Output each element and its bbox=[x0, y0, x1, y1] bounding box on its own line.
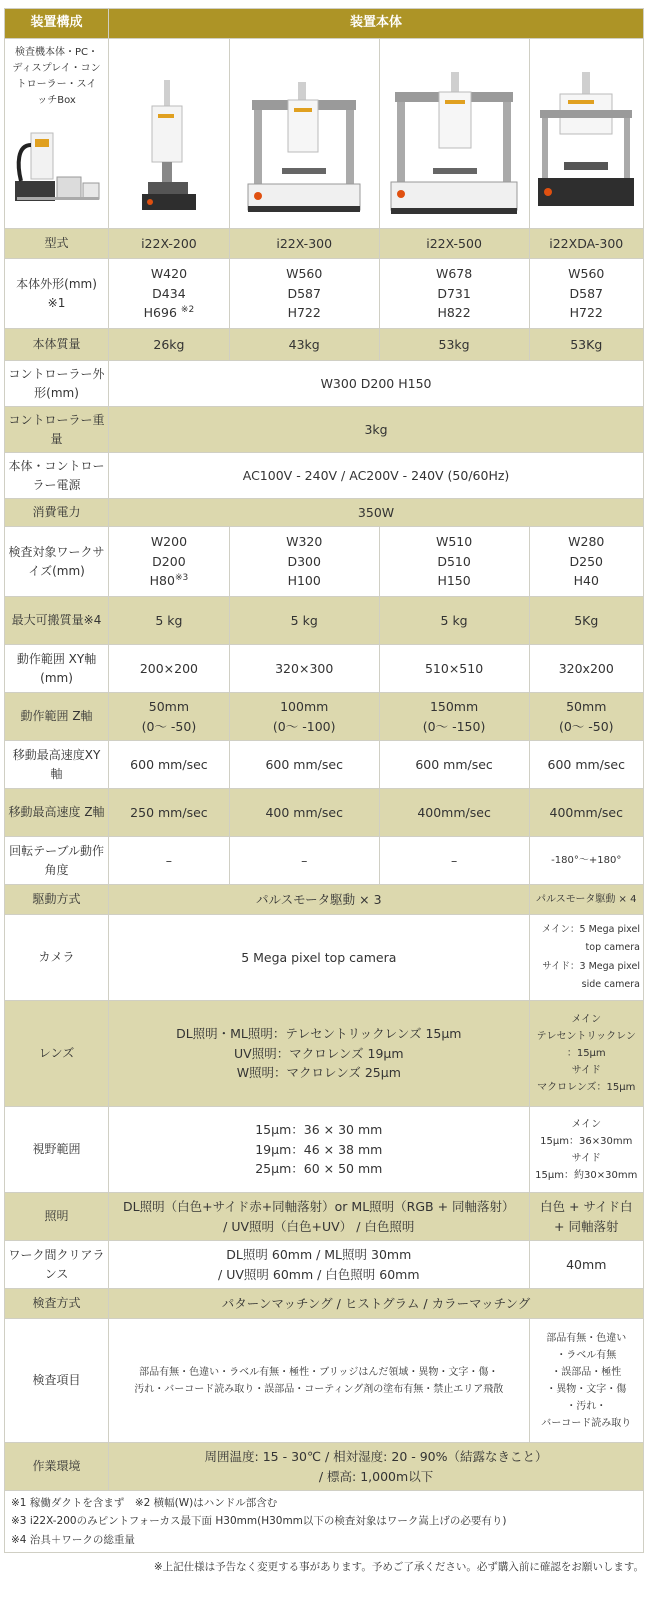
fov-line: 25μm：60 × 50 mm bbox=[255, 1161, 383, 1177]
fov-da-line: 15μm：約30×30mm bbox=[535, 1169, 638, 1181]
camera-value: 5 Mega pixel top camera bbox=[109, 915, 529, 1001]
label-environment: 作業環境 bbox=[5, 1443, 109, 1491]
label-outer bbox=[5, 259, 109, 329]
light-da-line: 白色 + サイド白 bbox=[539, 1199, 633, 1215]
ctrl-outer-value: W300 D200 H150 bbox=[109, 361, 644, 407]
speed-xy-value: 600 mm/sec bbox=[529, 741, 644, 789]
ctrl-weight-value: 3kg bbox=[109, 407, 644, 453]
items-value bbox=[109, 1319, 529, 1443]
outer-w: W560 bbox=[286, 266, 323, 282]
camera-side-type: side camera bbox=[581, 978, 640, 990]
z-range: 100mm bbox=[280, 699, 329, 715]
row-drive bbox=[5, 885, 644, 915]
label-drive: 駆動方式 bbox=[5, 885, 109, 915]
work-d: D250 bbox=[569, 553, 603, 569]
rotation-value: – bbox=[379, 837, 529, 885]
z-span: (0～ -50) bbox=[141, 718, 197, 734]
fov-da-line: サイド bbox=[571, 1152, 601, 1164]
lens-line: DL照明・ML照明：テレセントリックレンズ 15μm bbox=[176, 1026, 462, 1042]
power-value: AC100V - 240V / AC200V - 240V (50/60Hz) bbox=[109, 453, 644, 499]
camera-value-da bbox=[529, 915, 644, 1001]
row-xy bbox=[5, 645, 644, 693]
items-da-line: バーコード読み取り bbox=[541, 1417, 632, 1429]
items-da-line: 部品有無・色違い bbox=[546, 1332, 627, 1344]
fov-value-da bbox=[529, 1107, 644, 1193]
row-speed-z bbox=[5, 789, 644, 837]
machine-i22x-200-image bbox=[134, 76, 204, 216]
machine-photo-200 bbox=[109, 39, 230, 229]
row-light bbox=[5, 1193, 644, 1241]
work-h: H100 bbox=[287, 573, 321, 589]
row-method bbox=[5, 1289, 644, 1319]
label-speed-xy: 移動最高速度XY軸 bbox=[5, 741, 109, 789]
camera-main: メイン：5 Mega pixel bbox=[541, 924, 640, 936]
config-photo-cell bbox=[5, 39, 109, 229]
machine-photo-da300 bbox=[529, 39, 644, 229]
speed-z-value: 400mm/sec bbox=[529, 789, 644, 837]
work-d: D510 bbox=[437, 553, 471, 569]
machine-i22x-500-image bbox=[389, 70, 519, 216]
xy-value: 200×200 bbox=[109, 645, 230, 693]
machine-i22x-300-image bbox=[244, 76, 364, 216]
fov-da-line: メイン bbox=[571, 1118, 602, 1130]
load-value: 5Kg bbox=[529, 597, 644, 645]
row-outer bbox=[5, 259, 644, 329]
work-cell bbox=[529, 527, 644, 597]
machine-i22xda-300-image bbox=[536, 70, 636, 216]
outer-h: H822 bbox=[437, 305, 471, 321]
model-name: i22X-200 bbox=[109, 229, 230, 259]
label-rotation: 回転テーブル動作角度 bbox=[5, 837, 109, 885]
footnotes bbox=[4, 1491, 644, 1553]
light-da-line: + 同軸落射 bbox=[554, 1218, 619, 1234]
z-cell bbox=[379, 693, 529, 741]
clearance-value bbox=[109, 1241, 529, 1289]
light-line: DL照明（白色+サイド赤+同軸落射）or ML照明（RGB + 同軸落射） bbox=[123, 1199, 515, 1215]
method-value: パターンマッチング / ヒストグラム / カラーマッチング bbox=[109, 1289, 644, 1319]
outer-cell bbox=[229, 259, 379, 329]
light-value bbox=[109, 1193, 529, 1241]
label-lens: レンズ bbox=[5, 1001, 109, 1107]
photo-row bbox=[5, 39, 644, 229]
items-da-line: ・ラベル有無 bbox=[556, 1349, 617, 1361]
lens-line: W照明：マクロレンズ 25μm bbox=[236, 1065, 401, 1081]
speed-z-value: 250 mm/sec bbox=[109, 789, 230, 837]
fov-line: 19μm：46 × 38 mm bbox=[255, 1141, 383, 1157]
footnote: ※3 i22X-200のみピントフォーカス最下面 H30mm(H30mm以下の検査対象はワーク嵩上げの必要有り) bbox=[11, 1515, 507, 1528]
label-xy: 動作範囲 XY軸(mm) bbox=[5, 645, 109, 693]
items-da-line: ・誤部品・極性 bbox=[551, 1366, 622, 1378]
outer-h: H696 bbox=[143, 305, 177, 321]
work-h: H150 bbox=[437, 573, 471, 589]
row-ctrl-outer bbox=[5, 361, 644, 407]
fov-da-line: 15μm：36×30mm bbox=[540, 1135, 633, 1147]
work-d: D200 bbox=[152, 553, 186, 569]
outer-cell bbox=[529, 259, 644, 329]
outer-w: W420 bbox=[150, 266, 188, 282]
config-set-image bbox=[11, 115, 103, 205]
environment-value bbox=[109, 1443, 644, 1491]
spec-table bbox=[4, 8, 644, 1491]
row-environment bbox=[5, 1443, 644, 1491]
rotation-value: -180°～+180° bbox=[529, 837, 644, 885]
mass-value: 26kg bbox=[109, 329, 230, 361]
light-value-da bbox=[529, 1193, 644, 1241]
row-rotation bbox=[5, 837, 644, 885]
label-z: 動作範囲 Z軸 bbox=[5, 693, 109, 741]
row-mass bbox=[5, 329, 644, 361]
outer-d: D587 bbox=[287, 285, 321, 301]
load-value: 5 kg bbox=[379, 597, 529, 645]
items-value-da bbox=[529, 1319, 644, 1443]
label-clearance: ワーク間クリアランス bbox=[5, 1241, 109, 1289]
work-h: H80 bbox=[149, 573, 175, 589]
work-cell bbox=[109, 527, 230, 597]
outer-d: D731 bbox=[437, 285, 471, 301]
row-lens bbox=[5, 1001, 644, 1107]
model-name: i22XDA-300 bbox=[529, 229, 644, 259]
header-config: 装置構成 bbox=[5, 9, 109, 39]
speed-xy-value: 600 mm/sec bbox=[109, 741, 230, 789]
z-cell bbox=[229, 693, 379, 741]
items-da-line: ・異物・文字・傷 bbox=[546, 1383, 627, 1395]
z-cell bbox=[529, 693, 644, 741]
row-camera bbox=[5, 915, 644, 1001]
row-clearance bbox=[5, 1241, 644, 1289]
lens-line: UV照明：マクロレンズ 19μm bbox=[234, 1045, 404, 1061]
lens-da-line: サイド bbox=[571, 1065, 601, 1076]
work-w: W320 bbox=[286, 534, 323, 550]
environment-line: 周囲温度: 15 - 30℃ / 相対湿度: 20 - 90%（結露なきこと） bbox=[204, 1449, 548, 1465]
label-items: 検査項目 bbox=[5, 1319, 109, 1443]
label-method: 検査方式 bbox=[5, 1289, 109, 1319]
z-range: 50mm bbox=[148, 699, 190, 715]
work-note: ※3 bbox=[174, 573, 189, 584]
camera-side: サイド：3 Mega pixel bbox=[542, 960, 640, 972]
xy-value: 320×300 bbox=[229, 645, 379, 693]
label-model: 型式 bbox=[5, 229, 109, 259]
work-cell bbox=[229, 527, 379, 597]
fov-value bbox=[109, 1107, 529, 1193]
machine-photo-500 bbox=[379, 39, 529, 229]
row-fov bbox=[5, 1107, 644, 1193]
lens-da-line: メイン bbox=[571, 1014, 602, 1025]
row-z bbox=[5, 693, 644, 741]
outer-d: D587 bbox=[569, 285, 603, 301]
footnote: ※4 治具＋ワークの総重量 bbox=[11, 1533, 135, 1546]
label-power: 本体・コントローラー電源 bbox=[5, 453, 109, 499]
row-ctrl-weight bbox=[5, 407, 644, 453]
load-value: 5 kg bbox=[229, 597, 379, 645]
z-span: (0～ -50) bbox=[558, 718, 614, 734]
lens-value-da bbox=[529, 1001, 644, 1107]
work-cell bbox=[379, 527, 529, 597]
label-mass: 本体質量 bbox=[5, 329, 109, 361]
label-ctrl-weight: コントローラー重量 bbox=[5, 407, 109, 453]
machine-photo-300 bbox=[229, 39, 379, 229]
row-model bbox=[5, 229, 644, 259]
outer-h: H722 bbox=[287, 305, 321, 321]
items-da-line: ・汚れ・ bbox=[566, 1400, 607, 1412]
label-outer-text: 本体外形(mm) bbox=[16, 276, 97, 291]
consumption-value: 350W bbox=[109, 499, 644, 527]
clearance-value-da: 40mm bbox=[529, 1241, 644, 1289]
work-d: D300 bbox=[287, 553, 321, 569]
load-value: 5 kg bbox=[109, 597, 230, 645]
row-consumption bbox=[5, 499, 644, 527]
header-row bbox=[5, 9, 644, 39]
speed-xy-value: 600 mm/sec bbox=[229, 741, 379, 789]
lens-value bbox=[109, 1001, 529, 1107]
config-description: 検査機本体・PC・ディスプレイ・コントローラー・スイッチBox bbox=[12, 47, 101, 106]
label-outer-note: ※1 bbox=[47, 295, 66, 310]
work-w: W510 bbox=[435, 534, 473, 550]
drive-value-da: パルスモータ駆動 × 4 bbox=[529, 885, 644, 915]
outer-w: W678 bbox=[435, 266, 473, 282]
label-work: 検査対象ワークサイズ(mm) bbox=[5, 527, 109, 597]
outer-note: ※2 bbox=[180, 305, 195, 316]
lens-da-line: マクロレンズ：15μm bbox=[537, 1082, 636, 1093]
label-fov: 視野範囲 bbox=[5, 1107, 109, 1193]
mass-value: 53kg bbox=[379, 329, 529, 361]
z-span: (0～ -100) bbox=[272, 718, 336, 734]
xy-value: 320x200 bbox=[529, 645, 644, 693]
xy-value: 510×510 bbox=[379, 645, 529, 693]
environment-line: / 標高: 1,000m以下 bbox=[318, 1468, 434, 1484]
lens-da-line: テレセントリックレン bbox=[536, 1031, 636, 1042]
label-speed-z: 移動最高速度 Z軸 bbox=[5, 789, 109, 837]
row-work bbox=[5, 527, 644, 597]
light-line: / UV照明（白色+UV） / 白色照明 bbox=[223, 1218, 415, 1234]
model-name: i22X-300 bbox=[229, 229, 379, 259]
fov-line: 15μm：36 × 30 mm bbox=[255, 1122, 383, 1138]
rotation-value: – bbox=[229, 837, 379, 885]
outer-cell bbox=[379, 259, 529, 329]
speed-z-value: 400mm/sec bbox=[379, 789, 529, 837]
label-load: 最大可搬質量※4 bbox=[5, 597, 109, 645]
outer-w: W560 bbox=[568, 266, 605, 282]
label-light: 照明 bbox=[5, 1193, 109, 1241]
z-range: 50mm bbox=[566, 699, 607, 715]
label-camera: カメラ bbox=[5, 915, 109, 1001]
row-items bbox=[5, 1319, 644, 1443]
disclaimer: ※上記仕様は予告なく変更する事があります。予めご了承ください。必ず購入前に確認をお願いします。 bbox=[153, 1561, 644, 1574]
label-consumption: 消費電力 bbox=[5, 499, 109, 527]
z-cell bbox=[109, 693, 230, 741]
header-body: 装置本体 bbox=[109, 9, 644, 39]
work-h: H40 bbox=[573, 573, 599, 589]
clearance-line: DL照明 60mm / ML照明 30mm bbox=[226, 1247, 412, 1263]
clearance-line: / UV照明 60mm / 白色照明 60mm bbox=[218, 1266, 420, 1282]
camera-main-type: top camera bbox=[585, 942, 640, 954]
items-line: 汚れ・バーコード読み取り・誤部品・コーティング剤の塗布有無・禁止エリア飛散 bbox=[134, 1383, 504, 1395]
mass-value: 43kg bbox=[229, 329, 379, 361]
label-ctrl-outer: コントローラー外形(mm) bbox=[5, 361, 109, 407]
row-speed-xy bbox=[5, 741, 644, 789]
z-span: (0～ -150) bbox=[422, 718, 486, 734]
drive-value: パルスモータ駆動 × 3 bbox=[109, 885, 529, 915]
work-w: W200 bbox=[150, 534, 188, 550]
work-w: W280 bbox=[568, 534, 605, 550]
model-name: i22X-500 bbox=[379, 229, 529, 259]
outer-h: H722 bbox=[569, 305, 603, 321]
z-range: 150mm bbox=[429, 699, 479, 715]
speed-z-value: 400 mm/sec bbox=[229, 789, 379, 837]
row-power bbox=[5, 453, 644, 499]
outer-d: D434 bbox=[152, 285, 186, 301]
footnote: ※1 稼働ダクトを含まず ※2 横幅(W)はハンドル部含む bbox=[11, 1497, 278, 1509]
lens-da-line: ：15μm bbox=[566, 1048, 606, 1059]
mass-value: 53Kg bbox=[529, 329, 644, 361]
row-load bbox=[5, 597, 644, 645]
items-line: 部品有無・色違い・ラベル有無・極性・ブリッジはんだ領域・異物・文字・傷・ bbox=[139, 1366, 499, 1378]
speed-xy-value: 600 mm/sec bbox=[379, 741, 529, 789]
rotation-value: – bbox=[109, 837, 230, 885]
outer-cell bbox=[109, 259, 230, 329]
